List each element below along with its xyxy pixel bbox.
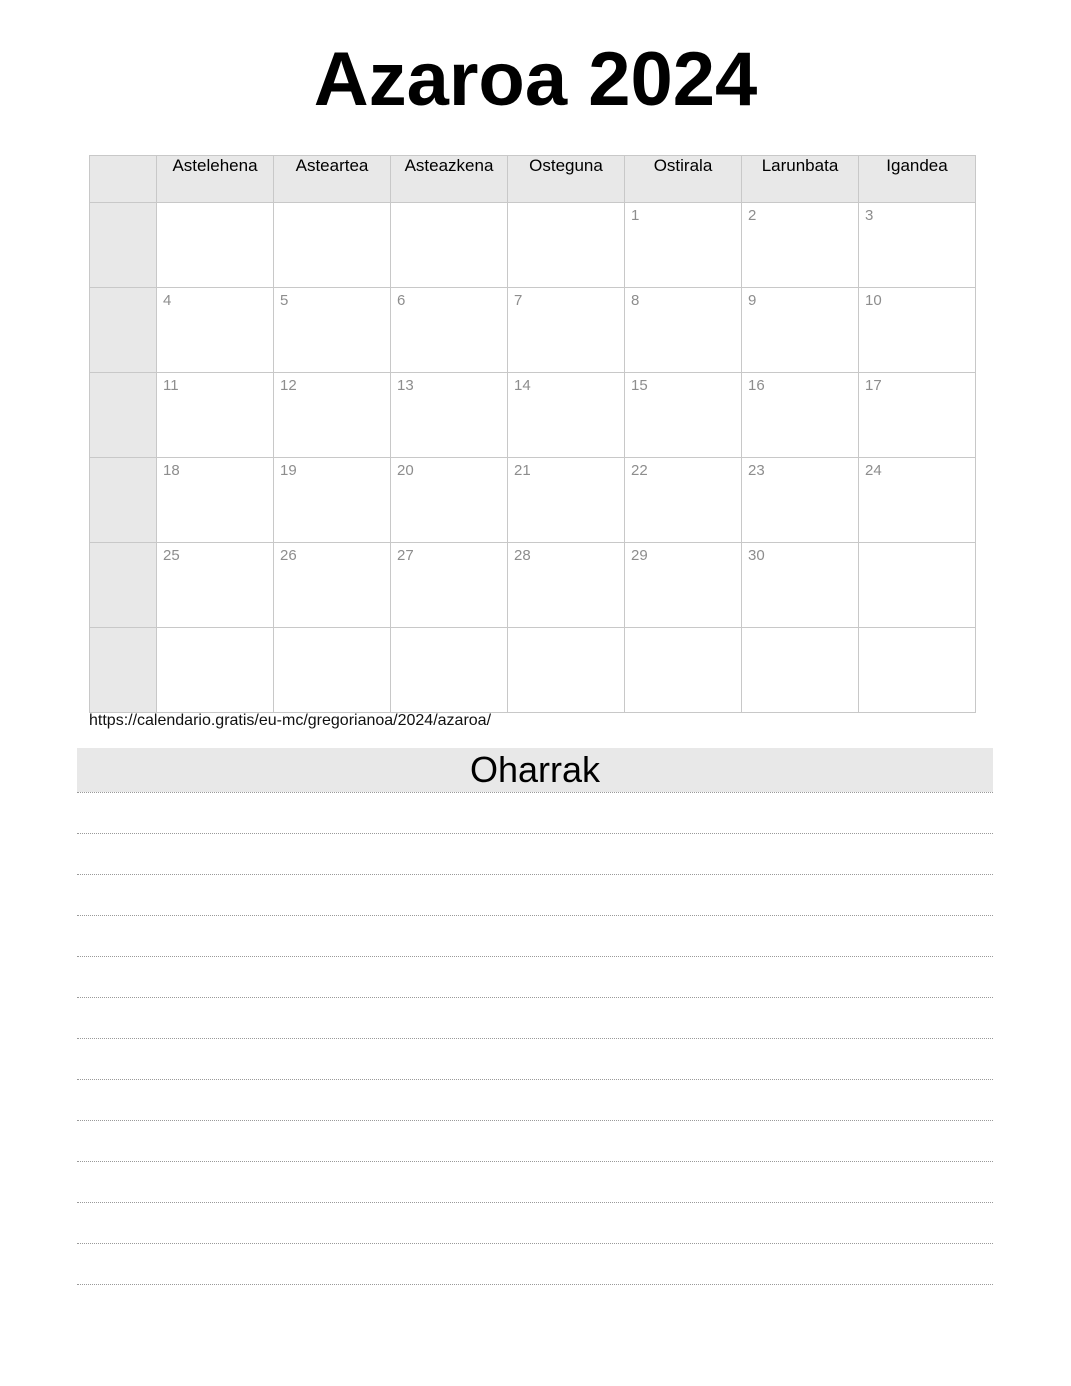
day-cell[interactable]: [742, 373, 859, 458]
day-number: 22: [631, 462, 648, 479]
day-number: 3: [865, 207, 874, 224]
day-cell[interactable]: [742, 628, 859, 713]
weekday-header-monday: Astelehena: [157, 156, 274, 203]
day-number: 29: [631, 547, 648, 564]
week-row: [90, 373, 976, 458]
day-cell[interactable]: [157, 373, 274, 458]
day-cell[interactable]: [859, 373, 976, 458]
day-number: [391, 628, 507, 633]
day-number: 6: [397, 292, 406, 309]
day-cell[interactable]: [274, 288, 391, 373]
week-side-cell: [90, 628, 157, 713]
day-cell[interactable]: [508, 203, 625, 288]
week-row: [90, 458, 976, 543]
day-cell[interactable]: [391, 373, 508, 458]
day-number: 24: [865, 462, 882, 479]
note-line[interactable]: [77, 1080, 993, 1121]
day-number: 27: [397, 547, 414, 564]
note-line[interactable]: [77, 792, 993, 834]
day-cell[interactable]: [391, 628, 508, 713]
day-number: [157, 628, 273, 633]
day-number: 15: [631, 377, 648, 394]
day-number: 9: [748, 292, 757, 309]
day-number: 26: [280, 547, 297, 564]
note-line[interactable]: [77, 875, 993, 916]
week-side-cell: [90, 203, 157, 288]
weekday-header-friday: Ostirala: [625, 156, 742, 203]
week-row: [90, 628, 976, 713]
day-number: [859, 628, 975, 633]
day-cell[interactable]: [157, 458, 274, 543]
day-cell[interactable]: [742, 458, 859, 543]
week-side-cell: [90, 373, 157, 458]
day-number: [508, 203, 624, 208]
day-cell[interactable]: [274, 373, 391, 458]
note-line[interactable]: [77, 1162, 993, 1203]
day-cell[interactable]: [742, 543, 859, 628]
day-cell[interactable]: [508, 458, 625, 543]
weekday-header-saturday: Larunbata: [742, 156, 859, 203]
day-cell[interactable]: [157, 288, 274, 373]
day-cell[interactable]: [157, 628, 274, 713]
day-number: 14: [514, 377, 531, 394]
day-cell[interactable]: [274, 628, 391, 713]
day-cell[interactable]: [859, 288, 976, 373]
day-cell[interactable]: [274, 203, 391, 288]
day-number: 5: [280, 292, 289, 309]
day-number: 7: [514, 292, 523, 309]
day-number: 19: [280, 462, 297, 479]
day-number: 25: [163, 547, 180, 564]
note-line[interactable]: [77, 1244, 993, 1285]
day-cell[interactable]: [859, 458, 976, 543]
day-cell[interactable]: [391, 458, 508, 543]
source-url[interactable]: https://calendario.gratis/eu-mc/gregorianoa/2024/azaroa/: [89, 712, 492, 729]
week-row: [90, 203, 976, 288]
weekday-header-row: [90, 156, 976, 203]
notes-section: [77, 748, 993, 1285]
week-side-cell: [90, 543, 157, 628]
day-number: 18: [163, 462, 180, 479]
day-number: 30: [748, 547, 765, 564]
calendar-container: [89, 155, 976, 713]
day-number: [742, 628, 858, 633]
day-cell[interactable]: [391, 203, 508, 288]
day-number: [625, 628, 741, 633]
day-number: 10: [865, 292, 882, 309]
day-cell[interactable]: [859, 628, 976, 713]
day-number: 20: [397, 462, 414, 479]
day-cell[interactable]: [742, 203, 859, 288]
notes-title: Oharrak: [77, 748, 993, 792]
weekday-header-thursday: Osteguna: [508, 156, 625, 203]
note-line[interactable]: [77, 998, 993, 1039]
day-cell[interactable]: [508, 373, 625, 458]
day-cell[interactable]: [274, 458, 391, 543]
week-row: [90, 543, 976, 628]
note-line[interactable]: [77, 1203, 993, 1244]
day-cell[interactable]: [625, 288, 742, 373]
day-cell[interactable]: [508, 288, 625, 373]
day-cell[interactable]: [625, 373, 742, 458]
day-cell[interactable]: [859, 543, 976, 628]
note-line[interactable]: [77, 1039, 993, 1080]
day-cell[interactable]: [625, 458, 742, 543]
month-grid: [89, 155, 976, 713]
day-number: 28: [514, 547, 531, 564]
day-number: [274, 628, 390, 633]
week-side-cell: [90, 458, 157, 543]
week-row: [90, 288, 976, 373]
day-cell[interactable]: [274, 543, 391, 628]
note-line[interactable]: [77, 916, 993, 957]
day-cell[interactable]: [859, 203, 976, 288]
day-number: 13: [397, 377, 414, 394]
day-cell[interactable]: [625, 628, 742, 713]
day-cell[interactable]: [625, 543, 742, 628]
day-cell[interactable]: [157, 543, 274, 628]
weekday-header-sunday: Igandea: [859, 156, 976, 203]
day-number: [391, 203, 507, 208]
day-number: 12: [280, 377, 297, 394]
page-title: Azaroa 2024: [313, 37, 758, 122]
day-number: 17: [865, 377, 882, 394]
weekday-header-wednesday: Asteazkena: [391, 156, 508, 203]
day-cell[interactable]: [508, 628, 625, 713]
day-cell[interactable]: [508, 543, 625, 628]
day-number: [859, 543, 975, 548]
day-cell[interactable]: [625, 203, 742, 288]
note-line[interactable]: [77, 1121, 993, 1162]
day-cell[interactable]: [742, 288, 859, 373]
day-number: [274, 203, 390, 208]
day-number: 23: [748, 462, 765, 479]
day-number: 2: [748, 207, 757, 224]
day-number: [157, 203, 273, 208]
day-number: 21: [514, 462, 531, 479]
weekday-header-tuesday: Asteartea: [274, 156, 391, 203]
note-line[interactable]: [77, 834, 993, 875]
day-number: 11: [163, 377, 179, 394]
day-cell[interactable]: [157, 203, 274, 288]
day-cell[interactable]: [391, 543, 508, 628]
day-number: 8: [631, 292, 640, 309]
day-number: 4: [163, 292, 172, 309]
day-cell[interactable]: [391, 288, 508, 373]
day-number: [508, 628, 624, 633]
notes-lines: [77, 792, 993, 1285]
note-line[interactable]: [77, 957, 993, 998]
week-side-cell: [90, 288, 157, 373]
grid-corner-cell: [90, 156, 157, 203]
day-number: 1: [631, 207, 640, 224]
day-number: 16: [748, 377, 765, 394]
